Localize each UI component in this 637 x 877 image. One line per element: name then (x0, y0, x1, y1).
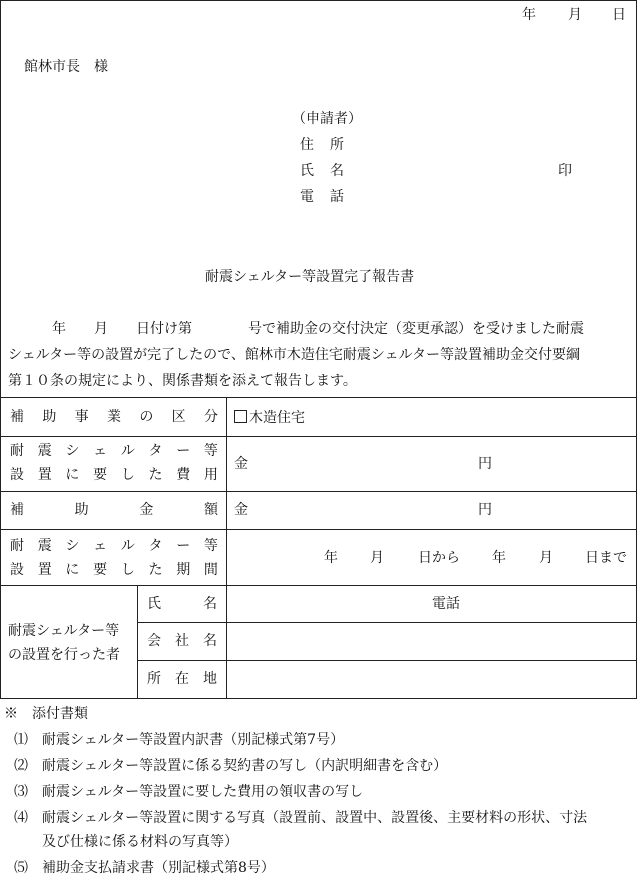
applicant-phone-label-2: 話 (330, 189, 344, 205)
applicant-phone-label-1: 電 (300, 189, 314, 205)
row-cost-label-line2: 設 置 に 要 し た 費 用 (10, 467, 218, 483)
row-subsidy-label: 補 助 金 額 (10, 502, 218, 518)
attachment-item-2: ⑵ 耐震シェルター等設置に係る契約書の写し（内訳明細書を含む） (14, 758, 448, 774)
attachment-item-5: ⑸ 補助金支払請求書（別記様式第8号） (14, 860, 275, 876)
body-line-3: 第１０条の規定により、関係書類を添えて報告します。 (8, 373, 357, 389)
label-column-divider (226, 397, 227, 698)
applicant-address-label-1: 住 (300, 137, 314, 153)
period-end-day: 日まで (585, 550, 627, 566)
installer-divider-2 (137, 660, 636, 661)
cost-unit: 円 (478, 456, 492, 472)
applicant-name-label-2: 名 (330, 163, 344, 179)
attachment-item-3: ⑶ 耐震シェルター等設置に要した費用の領収書の写し (14, 784, 364, 800)
installer-location-label: 所 在 地 (147, 671, 217, 687)
body-line-2: シェルター等の設置が完了したので、館林市木造住宅耐震シェルター等設置補助金交付要綱 (8, 347, 581, 363)
row-cost-label-line1: 耐 震 シ ェ ル タ ー 等 (10, 443, 218, 459)
attachment-item-4-cont: 及び仕様に係る材料の写真等） (14, 834, 238, 850)
period-start-year: 年 (324, 550, 338, 566)
period-end-month: 月 (539, 550, 553, 566)
date-year: 年 (522, 7, 536, 23)
installer-label-line1: 耐震シェルター等 (8, 623, 120, 639)
row-period-label-line1: 耐 震 シ ェ ル タ ー 等 (10, 538, 218, 554)
row-divider-3 (0, 529, 636, 530)
period-start-month: 月 (370, 550, 384, 566)
document-title: 耐震シェルター等設置完了報告書 (205, 269, 415, 285)
date-month: 月 (568, 7, 582, 23)
applicant-address-label-2: 所 (330, 137, 344, 153)
category-option-label: 木造住宅 (249, 410, 305, 426)
row-divider-4 (0, 585, 636, 586)
cost-prefix: 金 (234, 456, 248, 472)
seal-mark: 印 (558, 163, 572, 179)
row-category-label: 補 助 事 業 の 区 分 (10, 409, 218, 425)
row-divider-1 (0, 436, 636, 437)
date-day: 日 (612, 7, 626, 23)
period-end-year: 年 (492, 550, 506, 566)
body-line-1: 年 月 日付け第 号で補助金の交付決定（変更承認）を受けました耐震 (52, 321, 584, 337)
applicant-heading: （申請者） (292, 111, 362, 127)
subsidy-prefix: 金 (234, 502, 248, 518)
installer-name-label: 氏 名 (147, 596, 217, 612)
attachment-item-4: ⑷ 耐震シェルター等設置に関する写真（設置前、設置中、設置後、主要材料の形状、寸法 (14, 810, 588, 826)
installer-subcolumn-divider (137, 585, 138, 698)
category-option[interactable] (234, 410, 305, 425)
addressee: 館林市長 様 (24, 59, 108, 75)
subsidy-unit: 円 (478, 502, 492, 518)
installer-company-label: 会 社 名 (147, 633, 217, 649)
attachments-heading: ※ 添付書類 (4, 706, 88, 722)
table-top-border (0, 397, 636, 398)
applicant-name-label-1: 氏 (300, 163, 314, 179)
period-start-day: 日から (418, 550, 460, 566)
installer-divider-1 (137, 622, 636, 623)
installer-label-line2: の設置を行った者 (8, 647, 120, 663)
checkbox-icon[interactable] (234, 410, 247, 423)
attachment-item-1: ⑴ 耐震シェルター等設置内訳書（別記様式第7号） (14, 732, 345, 748)
installer-phone-label: 電話 (432, 596, 460, 612)
row-period-label-line2: 設 置 に 要 し た 期 間 (10, 562, 218, 578)
row-divider-2 (0, 491, 636, 492)
